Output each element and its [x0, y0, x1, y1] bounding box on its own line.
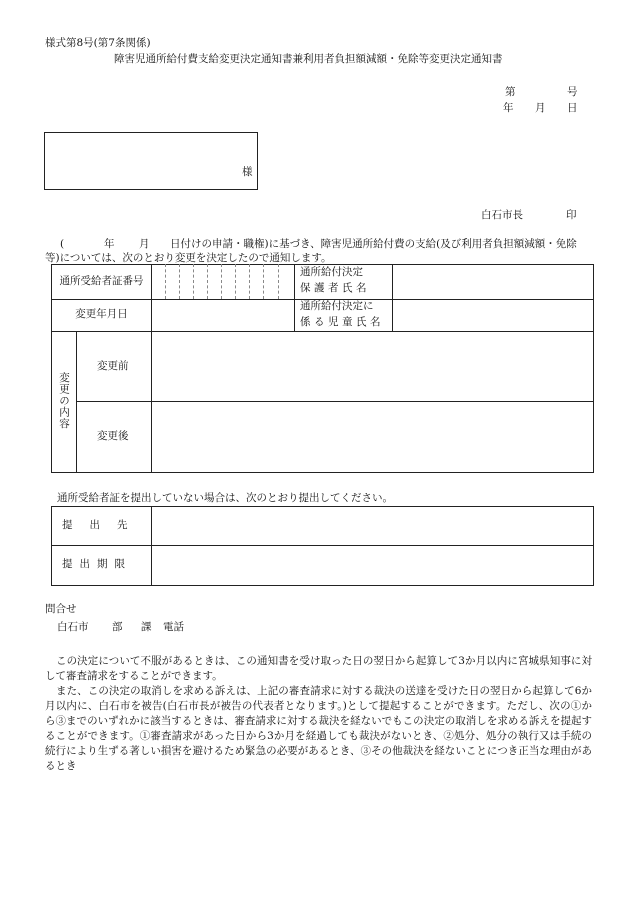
issuer-name: 白石市長	[481, 209, 523, 221]
intro-month: 月	[139, 238, 150, 250]
contact-city: 白石市	[57, 621, 89, 633]
guardian-label-line1: 通所給付決定	[300, 266, 363, 278]
addressee-box[interactable]	[44, 132, 258, 190]
child-label-line1: 通所給付決定に	[300, 300, 374, 312]
form-number: 様式第8号(第7条関係)	[45, 37, 151, 49]
child-label-line2: 係る児童氏名	[300, 316, 384, 328]
guardian-label-line2: 保護者氏名	[300, 282, 370, 294]
contact-section: 課	[141, 621, 152, 633]
change-date-label: 変更年月日	[75, 308, 128, 320]
document-title: 障害児通所給付費支給変更決定通知書兼利用者負担額減額・免除等変更決定通知書	[114, 53, 503, 65]
contact-dept: 部	[112, 621, 123, 633]
doc-no-label-right: 号	[567, 86, 578, 98]
before-content-field[interactable]	[152, 332, 591, 401]
after-label: 変更後	[97, 430, 129, 442]
change-content-label: 変更の内容	[58, 372, 70, 430]
submission-note: 通所受給者証を提出していない場合は、次のとおり提出してください。	[57, 492, 393, 504]
change-date-field[interactable]	[152, 300, 293, 331]
contact-phone: 電話	[163, 621, 184, 633]
deadline-label: 提出期限	[62, 558, 132, 570]
deadline-field[interactable]	[152, 546, 591, 584]
contact-heading: 問合せ	[45, 603, 77, 615]
date-month: 月	[535, 102, 546, 114]
issuer-seal: 印	[566, 209, 577, 221]
guardian-name-field[interactable]	[393, 265, 591, 299]
table-col-divider	[294, 264, 295, 332]
cert-number-label: 通所受給者証番号	[59, 275, 144, 287]
date-day: 日	[567, 102, 578, 114]
intro-text-line1: 日付けの申請・職権)に基づき、障害児通所給付費の支給(及び利用者負担額減額・免除	[170, 238, 577, 250]
destination-field[interactable]	[152, 507, 591, 545]
cert-number-field[interactable]	[152, 265, 292, 299]
notice-paragraph-1: この決定について不服があるときは、この通知書を受け取った日の翌日から起算して3か月以内に宮城県知事に対して審査請求をすることができます。	[45, 655, 592, 682]
notice-paragraph-2: また、この決定の取消しを求める訴えは、上記の審査請求に対する裁決の送達を受けた日の翌日から起算して6か月以内に、白石市を被告(白石市長が被告の代表者となります。)として提起することができます。ただし、次の①から③までのいずれかに該当するときは、審査請求に対する裁決を経ないでもこの決定の取消しを求める訴えを提起することができます。①審査請求があった日から3か月を経過しても裁決がないとき、②処分、処分の執行又は手続の続行により生ずる著しい損害を避けるため緊急の必要があるとき、③その他裁決を経ないことにつき正当な理由があるとき	[45, 685, 592, 772]
intro-paren: (	[60, 238, 65, 250]
before-label: 変更前	[97, 360, 129, 372]
date-year: 年	[503, 102, 514, 114]
addressee-suffix: 様	[242, 166, 253, 178]
intro-text-line2: 等)については、次のとおり変更を決定したので通知します。	[45, 252, 332, 264]
table-col-divider	[76, 331, 77, 472]
after-content-field[interactable]	[152, 402, 591, 471]
doc-no-label-left: 第	[505, 86, 516, 98]
destination-label: 提出先	[62, 519, 145, 531]
intro-year: 年	[104, 238, 115, 250]
child-name-field[interactable]	[393, 300, 591, 331]
